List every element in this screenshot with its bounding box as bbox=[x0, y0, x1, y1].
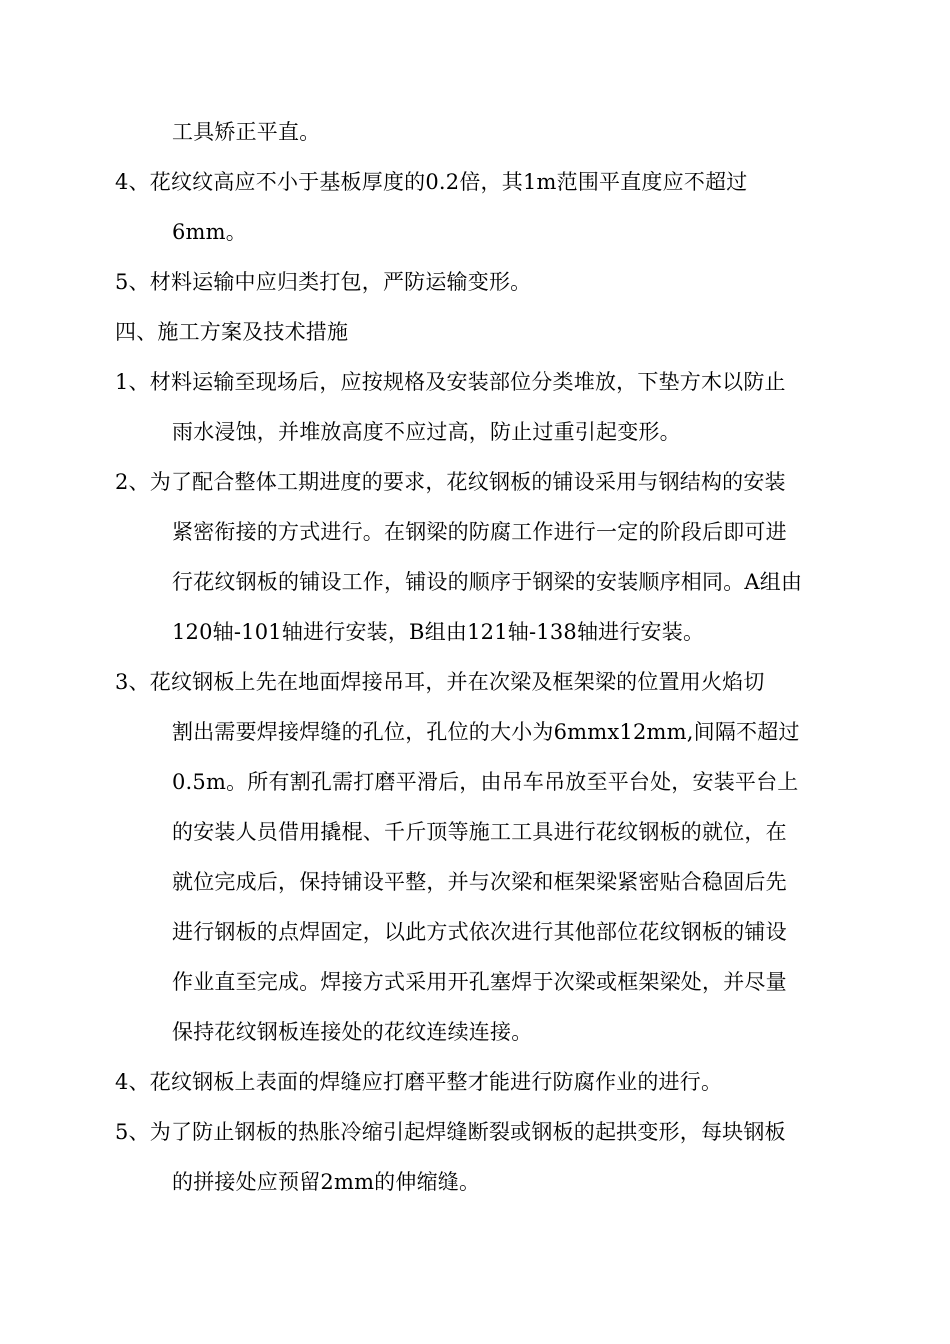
text-line: 0.5m。所有割孔需打磨平滑后，由吊车吊放至平台处，安装平台上 bbox=[172, 770, 799, 794]
text-line: 120轴-101轴进行安装，B组由121轴-138轴进行安装。 bbox=[172, 620, 705, 644]
text-line: 割出需要焊接焊缝的孔位，孔位的大小为6mmx12mm,间隔不超过 bbox=[172, 720, 800, 744]
list-item-4-line: 4、花纹纹高应不小于基板厚度的0.2倍，其1m范围平直度应不超过 bbox=[115, 170, 748, 194]
text-line: 的安装人员借用撬棍、千斤顶等施工工具进行花纹钢板的就位，在 bbox=[172, 820, 787, 844]
text-line: 作业直至完成。焊接方式采用开孔塞焊于次梁或框架梁处，并尽量 bbox=[172, 970, 787, 994]
text-line: 就位完成后，保持铺设平整，并与次梁和框架梁紧密贴合稳固后先 bbox=[172, 870, 787, 894]
list-item-5-line: 5、材料运输中应归类打包，严防运输变形。 bbox=[115, 270, 532, 294]
text-line: 的拼接处应预留2mm的伸缩缝。 bbox=[172, 1170, 481, 1194]
text-line: 6mm。 bbox=[172, 220, 247, 244]
list-item-3-line: 3、花纹钢板上先在地面焊接吊耳，并在次梁及框架梁的位置用火焰切 bbox=[115, 670, 765, 694]
text-line: 工具矫正平直。 bbox=[172, 120, 321, 144]
list-item-1-line: 1、材料运输至现场后，应按规格及安装部位分类堆放，下垫方木以防止 bbox=[115, 370, 786, 394]
text-line: 紧密衔接的方式进行。在钢梁的防腐工作进行一定的阶段后即可进 bbox=[172, 520, 787, 544]
text-line: 行花纹钢板的铺设工作，铺设的顺序于钢梁的安装顺序相同。A组由 bbox=[172, 570, 803, 594]
text-line: 保持花纹钢板连接处的花纹连续连接。 bbox=[172, 1020, 533, 1044]
list-item-2-line: 2、为了配合整体工期进度的要求，花纹钢板的铺设采用与钢结构的安装 bbox=[115, 470, 786, 494]
list-item-5b-line: 5、为了防止钢板的热胀冷缩引起焊缝断裂或钢板的起拱变形，每块钢板 bbox=[115, 1120, 786, 1144]
text-line: 雨水浸蚀，并堆放高度不应过高，防止过重引起变形。 bbox=[172, 420, 681, 444]
section-heading: 四、施工方案及技术措施 bbox=[115, 320, 349, 344]
text-line: 进行钢板的点焊固定，以此方式依次进行其他部位花纹钢板的铺设 bbox=[172, 920, 787, 944]
list-item-4b-line: 4、花纹钢板上表面的焊缝应打磨平整才能进行防腐作业的进行。 bbox=[115, 1070, 723, 1094]
